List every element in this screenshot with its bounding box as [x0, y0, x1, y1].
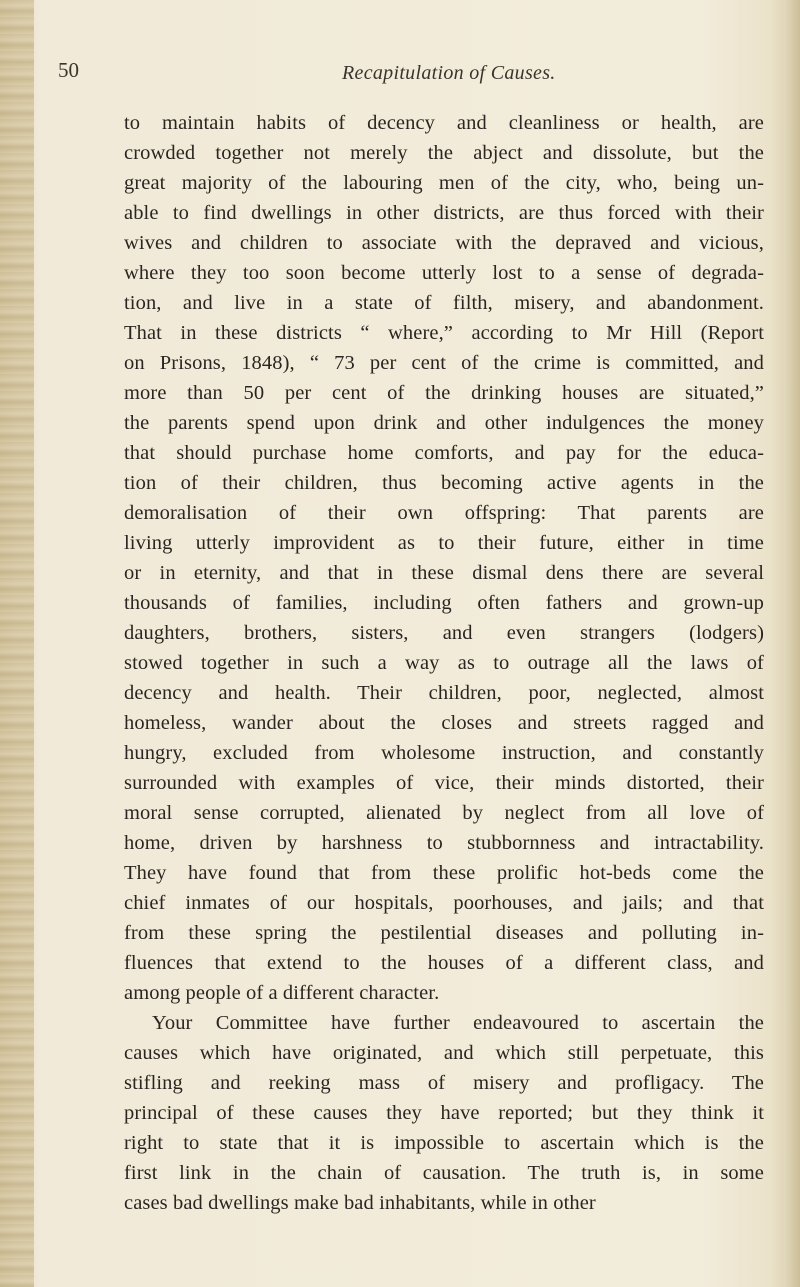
text-line: principal of these causes they have reported; but they think it: [124, 1102, 764, 1124]
text-line: to maintain habits of decency and cleanliness or health, are: [124, 112, 764, 134]
page-header: [0, 58, 800, 94]
text-line: causes which have originated, and which still perpetuate, this: [124, 1042, 764, 1064]
text-line: surrounded with examples of vice, their minds distorted, their: [124, 772, 764, 794]
text-line: great majority of the labouring men of the city, who, being un-: [124, 172, 764, 194]
text-line: more than 50 per cent of the drinking houses are situated,”: [124, 382, 764, 404]
page-number: 50: [58, 58, 79, 82]
body-text: [124, 108, 764, 1218]
text-line: crowded together not merely the abject and dissolute, but the: [124, 142, 764, 164]
text-line: daughters, brothers, sisters, and even strangers (lodgers): [124, 622, 764, 644]
text-line: home, driven by harshness to stubbornness and intractability.: [124, 832, 764, 854]
text-line: thousands of families, including often fathers and grown-up: [124, 592, 764, 614]
text-line: stowed together in such a way as to outrage all the laws of: [124, 652, 764, 674]
text-line: They have found that from these prolific hot-beds come the: [124, 862, 764, 884]
text-line: able to find dwellings in other districts, are thus forced with their: [124, 202, 764, 224]
text-line: tion of their children, thus becoming active agents in the: [124, 472, 764, 494]
page-binding-edge: [0, 0, 34, 1287]
text-line: homeless, wander about the closes and streets ragged and: [124, 712, 764, 734]
text-line: That in these districts “ where,” according to Mr Hill (Report: [124, 322, 764, 344]
text-line: tion, and live in a state of filth, misery, and abandonment.: [124, 292, 764, 314]
text-line: demoralisation of their own offspring: That parents are: [124, 502, 764, 524]
text-line: stifling and reeking mass of misery and profligacy. The: [124, 1072, 764, 1094]
text-line: first link in the chain of causation. The truth is, in some: [124, 1162, 764, 1184]
text-line: decency and health. Their children, poor, neglected, almost: [124, 682, 764, 704]
text-line: on Prisons, 1848), “ 73 per cent of the crime is committed, and: [124, 352, 764, 374]
text-line: wives and children to associate with the depraved and vicious,: [124, 232, 764, 254]
text-line: cases bad dwellings make bad inhabitants, while in other: [124, 1192, 596, 1214]
text-line: chief inmates of our hospitals, poorhouses, and jails; and that: [124, 892, 764, 914]
text-line: or in eternity, and that in these dismal dens there are several: [124, 562, 764, 584]
running-title: Recapitulation of Causes.: [342, 62, 556, 84]
page-right-edge: [784, 0, 800, 1287]
text-line: among people of a different character.: [124, 982, 440, 1004]
text-line: fluences that extend to the houses of a different class, and: [124, 952, 764, 974]
text-line: from these spring the pestilential diseases and polluting in-: [124, 922, 764, 944]
text-line: that should purchase home comforts, and pay for the educa-: [124, 442, 764, 464]
text-line: moral sense corrupted, alienated by neglect from all love of: [124, 802, 764, 824]
text-line: hungry, excluded from wholesome instruction, and constantly: [124, 742, 764, 764]
text-line: where they too soon become utterly lost to a sense of degrada-: [124, 262, 764, 284]
text-line: right to state that it is impossible to ascertain which is the: [124, 1132, 764, 1154]
text-line: living utterly improvident as to their future, either in time: [124, 532, 764, 554]
text-line: the parents spend upon drink and other indulgences the money: [124, 412, 764, 434]
text-line: Your Committee have further endeavoured to ascertain the: [152, 1012, 764, 1034]
